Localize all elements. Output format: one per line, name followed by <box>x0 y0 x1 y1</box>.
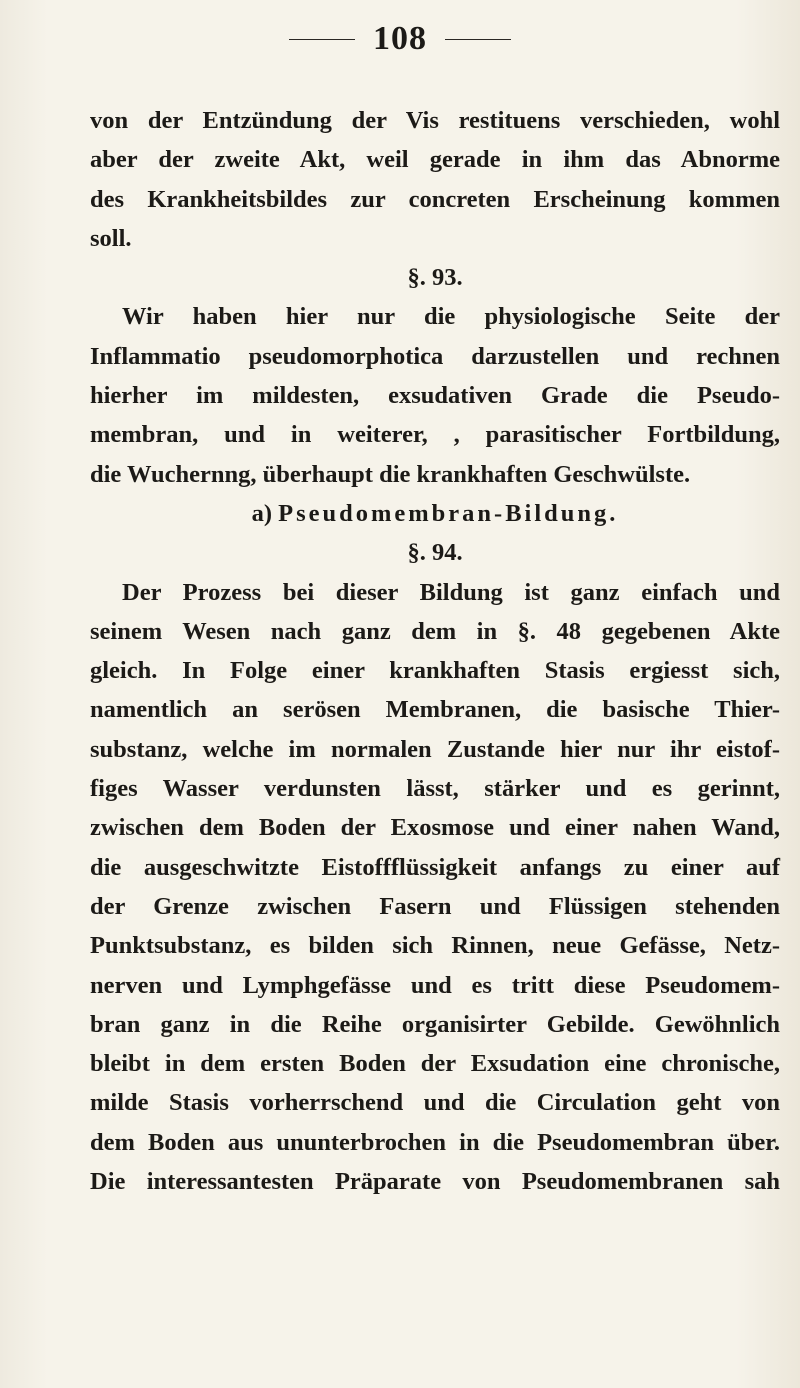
subsection-heading <box>90 494 780 533</box>
text-line: zwischen dem Boden der Exosmose und einer nahen Wand, <box>90 814 780 842</box>
text-line: membran, und in weiterer, , parasitischer Fortbildung, <box>90 421 780 449</box>
text-line: aber der zweite Akt, weil gerade in ihm das Abnorme <box>90 146 780 174</box>
body-text <box>90 101 780 1201</box>
text-line: nerven und Lymphgefässe und es tritt diese Pseudomem- <box>90 971 780 999</box>
subsection-title: Pseudomembran-Bildung. <box>278 499 619 527</box>
text-line: des Krankheitsbildes zur concreten Erscheinung kommen <box>90 185 780 213</box>
text-line: substanz, welche im normalen Zustande hier nur ihr eistof- <box>90 735 780 763</box>
text-line: bleibt in dem ersten Boden der Exsudation eine chronische, <box>90 1050 780 1078</box>
text-line: figes Wasser verdunsten lässt, stärker und es gerinnt, <box>90 775 780 803</box>
page-number: 108 <box>373 20 427 58</box>
header-dash-left <box>289 39 355 40</box>
header-dash-right <box>445 39 511 40</box>
subsection-prefix: a) <box>251 499 279 527</box>
text-line: von der Entzündung der Vis restituens verschieden, wohl <box>90 107 780 134</box>
text-line: Der Prozess bei dieser Bildung ist ganz einfach und <box>122 578 780 606</box>
text-line: milde Stasis vorherrschend und die Circulation geht von <box>90 1089 780 1117</box>
text-line: die Wuchernng, überhaupt die krankhaften Geschwülste. <box>90 460 691 488</box>
section-heading-94: §. 94. <box>407 539 463 567</box>
text-line: hierher im mildesten, exsudativen Grade die Pseudo- <box>90 382 780 410</box>
text-line: Inflammatio pseudomorphotica darzustellen und rechnen <box>90 342 780 370</box>
text-line: bran ganz in die Reihe organisirter Gebilde. Gewöhnlich <box>90 1010 780 1038</box>
text-line: namentlich an serösen Membranen, die basische Thier- <box>90 696 780 724</box>
text-line: seinem Wesen nach ganz dem in §. 48 gegebenen Akte <box>90 617 780 645</box>
text-line: Punktsubstanz, es bilden sich Rinnen, neue Gefässe, Netz- <box>90 932 780 960</box>
text-line: Die interessantesten Präparate von Pseudomembranen sah <box>90 1168 780 1196</box>
text-line: gleich. In Folge einer krankhaften Stasis ergiesst sich, <box>90 657 780 685</box>
text-line: dem Boden aus ununterbrochen in die Pseudomembran über. <box>90 1128 780 1156</box>
section-heading-93: §. 93. <box>407 264 463 292</box>
text-line: soll. <box>90 224 132 252</box>
page-header <box>0 18 800 58</box>
text-line: der Grenze zwischen Fasern und Flüssigen stehenden <box>90 892 780 920</box>
text-line: Wir haben hier nur die physiologische Seite der <box>122 303 780 331</box>
text-line: die ausgeschwitzte Eistoffflüssigkeit anfangs zu einer auf <box>90 853 780 881</box>
